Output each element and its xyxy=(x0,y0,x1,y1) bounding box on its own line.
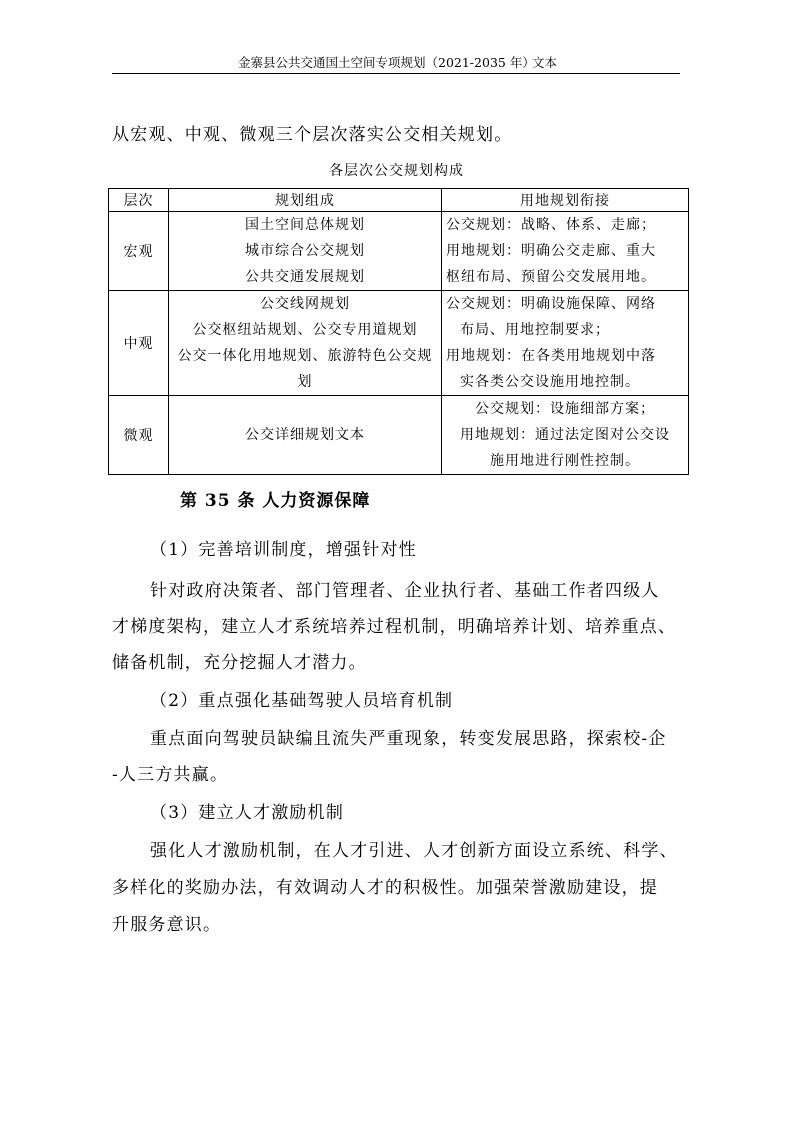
link-item: 布局、用地控制要求； xyxy=(460,322,610,338)
table-row-meso xyxy=(109,291,689,396)
level-cell: 宏观 xyxy=(109,212,169,291)
paragraph-line: 重点面向驾驶员缺编且流失严重现象，转变发展思路，探索校-企 xyxy=(150,729,667,749)
level-cell: 微观 xyxy=(109,396,169,475)
section-heading: （2）重点强化基础驾驶人员培育机制 xyxy=(150,691,454,711)
paragraph-line: -人三方共赢。 xyxy=(112,765,229,785)
components-cell xyxy=(169,396,442,475)
link-item: 用地规划：通过法定图对公交设 xyxy=(460,427,670,443)
link-item: 用地规划：明确公交走廊、重大 xyxy=(446,243,656,259)
planning-levels-table xyxy=(108,188,689,475)
component-item: 公交线网规划 xyxy=(260,296,350,312)
header-cell-level: 层次 xyxy=(109,189,169,212)
table-caption: 各层次公交规划构成 xyxy=(329,163,464,179)
component-item: 公交详细规划文本 xyxy=(245,427,365,443)
land-use-cell xyxy=(442,396,689,475)
component-item: 国土空间总体规划 xyxy=(245,217,365,233)
intro-line: 从宏观、中观、微观三个层次落实公交相关规划。 xyxy=(112,125,513,145)
link-item: 公交规划：设施细部方案； xyxy=(475,401,655,417)
components-cell xyxy=(169,291,442,396)
section-heading: （3）建立人才激励机制 xyxy=(150,803,345,823)
article-title: 第 35 条 人力资源保障 xyxy=(180,491,371,511)
components-cell xyxy=(169,212,442,291)
header-cell-land-use: 用地规划衔接 xyxy=(442,189,689,212)
table-row-macro xyxy=(109,212,689,291)
page-header xyxy=(112,53,680,74)
link-item: 实各类公交设施用地控制。 xyxy=(460,374,640,390)
paragraph-line: 升服务意识。 xyxy=(112,915,222,935)
link-item: 公交规划：战略、体系、走廊； xyxy=(446,217,656,233)
component-item: 公交一体化用地规划、旅游特色公交规 xyxy=(177,348,433,364)
paragraph-line: 才梯度架构，建立人才系统培养过程机制，明确培养计划、培养重点、 xyxy=(112,617,677,637)
link-item: 施用地进行刚性控制。 xyxy=(490,453,640,469)
level-cell: 中观 xyxy=(109,291,169,396)
section-heading: （1）完善培训制度，增强针对性 xyxy=(150,540,417,560)
header-cell-components: 规划组成 xyxy=(169,189,442,212)
header-doc-type: 文本 xyxy=(532,55,558,70)
component-item: 划 xyxy=(297,374,313,390)
land-use-cell xyxy=(442,291,689,396)
paragraph-line: 多样化的奖励办法，有效调动人才的积极性。加强荣誉激励建设，提 xyxy=(112,878,658,898)
header-title: 金寨县公共交通国土空间专项规划（2021-2035 年） xyxy=(238,55,535,70)
land-use-cell xyxy=(442,212,689,291)
component-item: 公交枢纽站规划、公交专用道规划 xyxy=(192,322,418,338)
table-row-micro xyxy=(109,396,689,475)
link-item: 公交规划：明确设施保障、网络 xyxy=(446,296,656,312)
table-header-row xyxy=(109,189,689,212)
paragraph-line: 储备机制，充分挖掘人才潜力。 xyxy=(112,653,367,673)
link-item: 枢纽布局、预留公交发展用地。 xyxy=(446,269,656,285)
link-item: 用地规划：在各类用地规划中落 xyxy=(446,348,656,364)
component-item: 公共交通发展规划 xyxy=(245,269,365,285)
paragraph-line: 针对政府决策者、部门管理者、企业执行者、基础工作者四级人 xyxy=(150,581,660,601)
component-item: 城市综合公交规划 xyxy=(245,243,365,259)
paragraph-line: 强化人才激励机制，在人才引进、人才创新方面设立系统、科学、 xyxy=(150,841,678,861)
